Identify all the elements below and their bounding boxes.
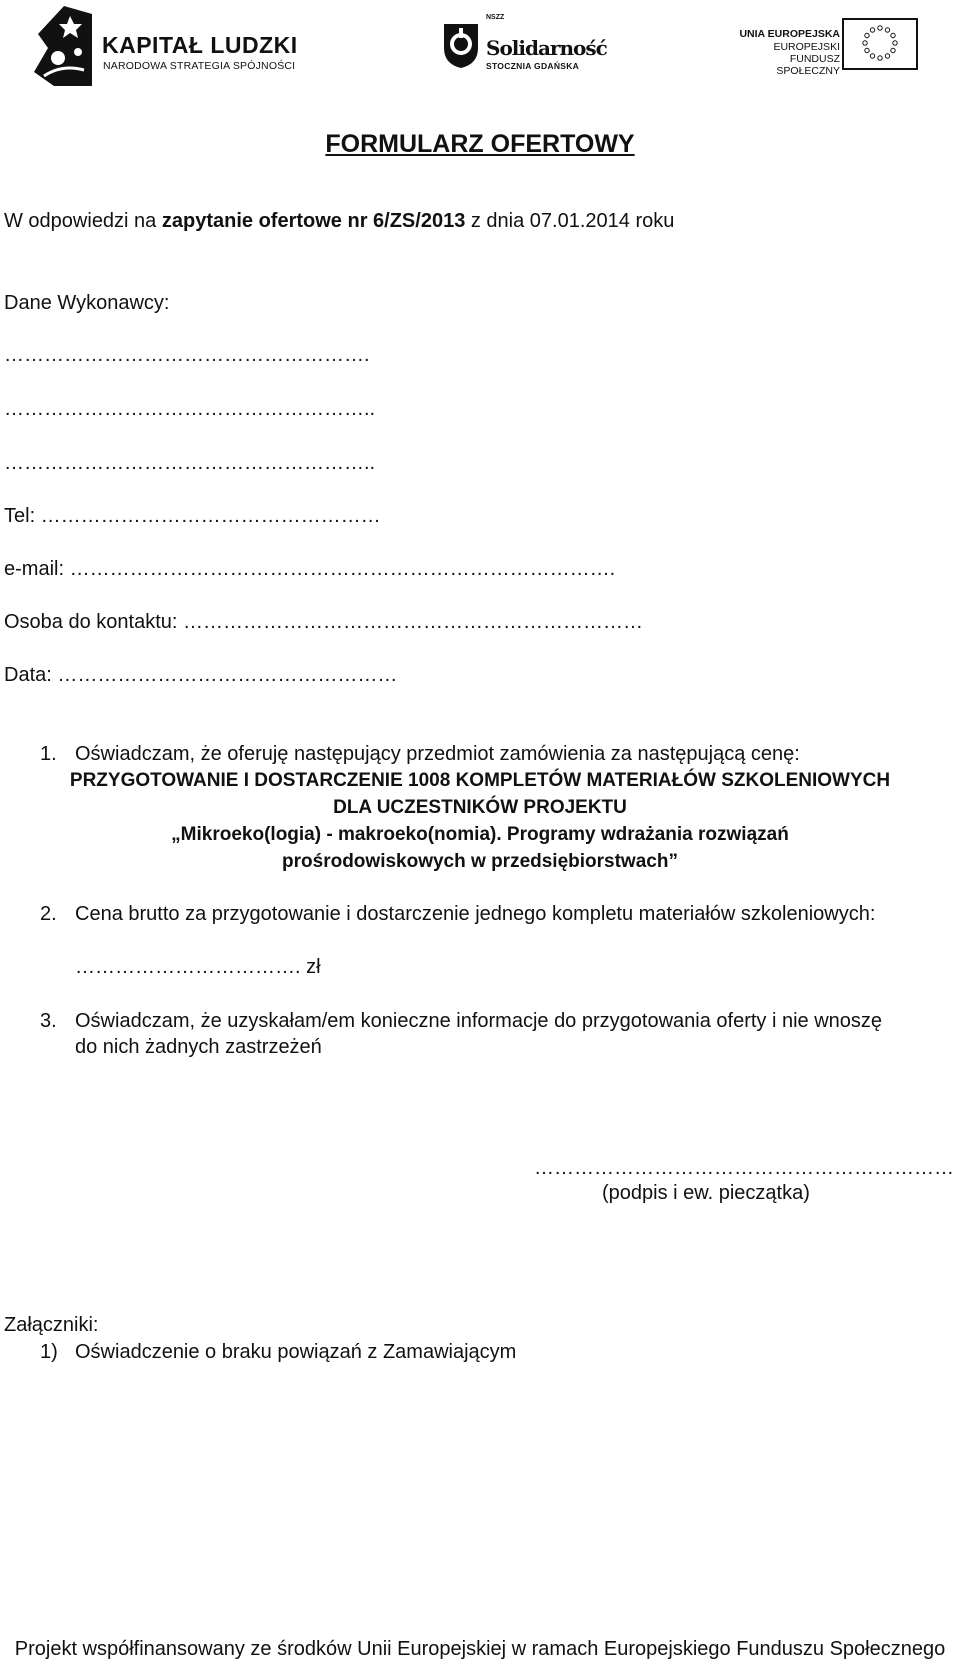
eu-line2: EUROPEJSKI	[773, 41, 840, 53]
eu-flag-icon	[842, 18, 918, 70]
item-1-text: Oświadczam, że oferuję następujący przedmiot zamówienia za następującą cenę:	[75, 743, 800, 765]
item-1-subject-line-3: „Mikroeko(logia) - makroeko(nomia). Programy wdrażania rozwiązań	[171, 824, 789, 845]
item-1-subject-line-4: prośrodowiskowych w przedsiębiorstwach”	[282, 851, 678, 872]
kapital-ludzki-title: KAPITAŁ LUDZKI	[102, 32, 298, 58]
intro-suffix: z dnia 07.01.2014 roku	[465, 210, 675, 232]
kapital-ludzki-logo	[34, 6, 334, 88]
item-1-subject-line-1: PRZYGOTOWANIE I DOSTARCZENIE 1008 KOMPLETÓW MATERIAŁÓW SZKOLENIOWYCH	[69, 770, 891, 791]
attachments-heading: Załączniki:	[4, 1314, 99, 1336]
item-3-line-2: do nich żadnych zastrzeżeń	[75, 1036, 322, 1058]
kapital-ludzki-subtitle: NARODOWA STRATEGIA SPÓJNOŚCI	[103, 60, 296, 72]
item-1-number: 1.	[40, 743, 57, 765]
eu-line1: UNIA EUROPEJSKA	[739, 28, 840, 40]
signature-line[interactable]: ………………………………………………………	[534, 1157, 954, 1179]
eu-logo	[728, 18, 920, 77]
contractor-line-3[interactable]: ………………………………………………..	[4, 452, 376, 474]
contractor-line-1[interactable]: ……………………………………………….	[4, 344, 370, 366]
contractor-heading: Dane Wykonawcy:	[4, 292, 170, 314]
intro-prefix: W odpowiedzi na	[4, 210, 162, 232]
intro-inquiry-number: zapytanie ofertowe nr 6/ZS/2013	[161, 210, 466, 232]
item-1-subject-line-2: DLA UCZESTNIKÓW PROJEKTU	[333, 797, 627, 818]
solidarnosc-wordmark: Solidarność	[486, 36, 607, 60]
kapital-ludzki-mark-icon	[34, 6, 92, 86]
solidarnosc-logo	[440, 14, 607, 74]
attachment-1-number: 1)	[40, 1341, 58, 1363]
intro-line	[4, 208, 674, 234]
shipyard-emblem-icon	[440, 18, 482, 70]
solidarnosc-subtitle: STOCZNIA GDAŃSKA	[486, 61, 580, 71]
item-2-text: Cena brutto za przygotowanie i dostarczenie jednego kompletu materiałów szkoleniowych:	[75, 903, 876, 925]
solidarnosc-union-label: NSZZ	[486, 14, 505, 21]
signature-label: (podpis i ew. pieczątka)	[602, 1182, 810, 1204]
contact-person-field[interactable]: Osoba do kontaktu: ……………………………………………………………	[4, 611, 644, 633]
email-field[interactable]: e-mail: ……………………………………………………………………….	[4, 558, 616, 580]
date-field[interactable]: Data: ……………………………………………	[4, 664, 398, 686]
tel-field[interactable]: Tel: ……………………………………………	[4, 505, 381, 527]
price-field[interactable]: ……………………………. zł	[75, 956, 321, 978]
attachment-1: Oświadczenie o braku powiązań z Zamawiającym	[75, 1341, 517, 1363]
item-2-number: 2.	[40, 903, 57, 925]
contractor-line-2[interactable]: ………………………………………………..	[4, 398, 376, 420]
eu-line3: FUNDUSZ SPOŁECZNY	[776, 53, 840, 77]
item-3-number: 3.	[40, 1010, 57, 1032]
item-3-line-1: Oświadczam, że uzyskałam/em konieczne informacje do przygotowania oferty i nie wnoszę	[75, 1010, 883, 1032]
page-title: FORMULARZ OFERTOWY	[325, 130, 635, 158]
footer-text: Projekt współfinansowany ze środków Unii Europejskiej w ramach Europejskiego Funduszu Społecznego	[14, 1638, 946, 1660]
